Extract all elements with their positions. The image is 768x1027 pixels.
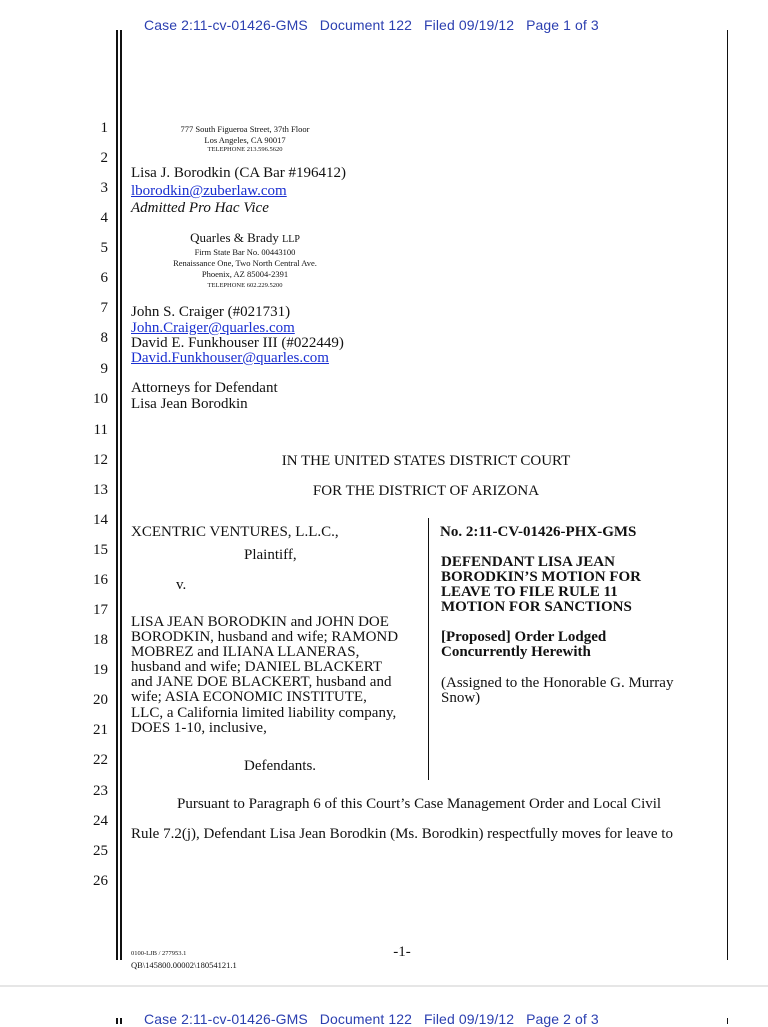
- defendants-line: wife; ASIA ECONOMIC INSTITUTE,: [131, 689, 367, 705]
- motion-title-line: BORODKIN’S MOTION FOR: [441, 569, 642, 585]
- line-number: 5: [100, 240, 108, 256]
- defendants-label: Defendants.: [244, 758, 317, 774]
- line-number: 10: [93, 391, 108, 407]
- case-number: No. 2:11-CV-01426-PHX-GMS: [440, 524, 637, 540]
- attorney1-pro-hac-vice: Admitted Pro Hac Vice: [131, 200, 269, 216]
- versus-label: v.: [176, 577, 187, 593]
- body-paragraph-line2: Rule 7.2(j), Defendant Lisa Jean Borodkin (Ms. Borodkin) respectfully moves for leave to: [131, 826, 673, 842]
- line-number: 3: [100, 180, 108, 196]
- line-number: 8: [100, 330, 108, 346]
- attorney2-email-link[interactable]: John.Craiger@quarles.com: [131, 320, 295, 336]
- footer-code: 0100-LJB / 277953.1: [131, 950, 187, 957]
- page-number: -1-: [393, 944, 411, 960]
- line-number: 7: [100, 300, 108, 316]
- firm1-telephone: TELEPHONE 213.596.5620: [207, 146, 283, 153]
- page2-case-header: Case 2:11-cv-01426-GMS Document 122 Filed 09/19/12 Page 2 of 3: [144, 1011, 599, 1027]
- plaintiff-label: Plaintiff,: [244, 547, 297, 563]
- firm2-telephone: TELEPHONE 602.229.5200: [207, 282, 283, 289]
- line-number: 20: [93, 692, 108, 708]
- firm2-address-line2: Phoenix, AZ 85004-2391: [201, 269, 289, 279]
- line-number: 13: [93, 482, 108, 498]
- motion-title-line: DEFENDANT LISA JEAN: [441, 554, 615, 570]
- left-margin-rule-outer: [116, 30, 118, 960]
- line-number: 26: [93, 873, 108, 889]
- attorney3-name: David E. Funkhouser III (#022449): [131, 335, 344, 351]
- defendants-line: DOES 1-10, inclusive,: [131, 720, 267, 736]
- firm2-name-text: Quarles & Brady: [190, 230, 279, 245]
- firm2-name-suffix: LLP: [282, 234, 300, 245]
- defendants-line: LLC, a California limited liability company,: [131, 705, 397, 721]
- proposed-order-line: Concurrently Herewith: [441, 644, 591, 660]
- line-number: 24: [93, 813, 108, 829]
- defendants-line: LISA JEAN BORODKIN and JOHN DOE: [131, 614, 389, 630]
- left-margin-rule-inner: [120, 30, 122, 960]
- line-number: 22: [93, 752, 108, 768]
- assigned-judge-line: Snow): [441, 690, 481, 706]
- proposed-order-line: [Proposed] Order Lodged: [441, 629, 607, 645]
- client-name: Lisa Jean Borodkin: [131, 396, 248, 412]
- court-name: IN THE UNITED STATES DISTRICT COURT: [281, 453, 571, 469]
- line-number: 4: [100, 210, 108, 226]
- page2-left-rule-outer: [116, 1018, 118, 1024]
- line-number: 1: [100, 120, 108, 136]
- line-number: 15: [93, 542, 108, 558]
- motion-title-line: LEAVE TO FILE RULE 11: [441, 584, 618, 600]
- defendants-line: husband and wife; DANIEL BLACKERT: [131, 659, 383, 675]
- page2-left-rule-inner: [120, 1018, 122, 1024]
- firm1-address-line1: 777 South Figueroa Street, 37th Floor: [180, 124, 310, 134]
- defendants-line: and JANE DOE BLACKERT, husband and: [131, 674, 392, 690]
- footer-document-id: QB\145800.00002\18054121.1: [131, 960, 237, 970]
- line-number: 23: [93, 783, 108, 799]
- caption-divider: [428, 518, 429, 780]
- line-number: 16: [93, 572, 108, 588]
- body-paragraph-line1: Pursuant to Paragraph 6 of this Court’s Case Management Order and Local Civil: [177, 796, 662, 812]
- line-number: 21: [93, 722, 108, 738]
- attorneys-for-label: Attorneys for Defendant: [131, 380, 278, 396]
- page2-right-rule: [727, 1018, 728, 1024]
- line-number: 17: [93, 602, 108, 618]
- line-number: 12: [93, 452, 108, 468]
- case-header: Case 2:11-cv-01426-GMS Document 122 Filed 09/19/12 Page 1 of 3: [144, 17, 599, 33]
- court-district: FOR THE DISTRICT OF ARIZONA: [312, 483, 540, 499]
- line-number: 6: [100, 270, 108, 286]
- firm2-name: [150, 230, 340, 246]
- assigned-judge-line: (Assigned to the Honorable G. Murray: [441, 675, 674, 691]
- attorney2-name: John S. Craiger (#021731): [131, 304, 291, 320]
- firm2-bar-number: Firm State Bar No. 00443100: [194, 247, 296, 257]
- line-number: 9: [100, 361, 108, 377]
- attorney1-email-link[interactable]: lborodkin@zuberlaw.com: [131, 183, 287, 199]
- firm2-address-line1: Renaissance One, Two North Central Ave.: [173, 258, 317, 268]
- plaintiff-name: XCENTRIC VENTURES, L.L.C.,: [131, 524, 339, 540]
- line-number: 18: [93, 632, 108, 648]
- attorney1-name: Lisa J. Borodkin (CA Bar #196412): [131, 165, 346, 181]
- page-break: [0, 985, 768, 987]
- line-number: 2: [100, 150, 108, 166]
- attorney3-email-link[interactable]: David.Funkhouser@quarles.com: [131, 350, 329, 366]
- line-number: 19: [93, 662, 108, 678]
- motion-title-line: MOTION FOR SANCTIONS: [441, 599, 632, 615]
- firm1-address-line2: Los Angeles, CA 90017: [204, 135, 286, 145]
- line-number: 11: [93, 422, 108, 438]
- defendants-line: MOBREZ and ILIANA LLANERAS,: [131, 644, 360, 660]
- line-number: 14: [93, 512, 108, 528]
- line-number: 25: [93, 843, 108, 859]
- defendants-line: BORODKIN, husband and wife; RAMOND: [131, 629, 399, 645]
